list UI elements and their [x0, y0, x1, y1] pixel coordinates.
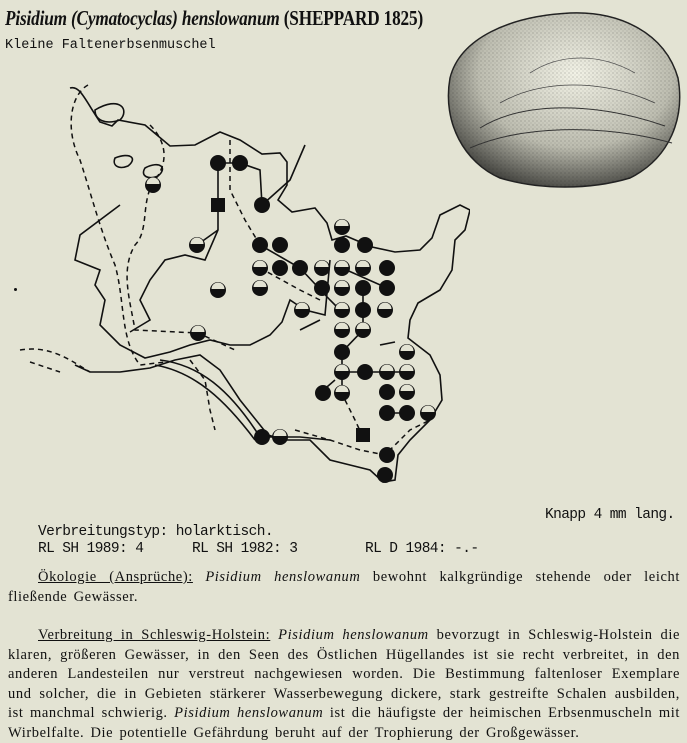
- full-circle-marker: [315, 385, 331, 401]
- full-circle-marker: [357, 364, 373, 380]
- half-circle-marker: [334, 302, 350, 318]
- full-circle-marker: [379, 384, 395, 400]
- half-circle-marker: [355, 322, 371, 338]
- distribution-species-1: Pisidium henslowanum: [278, 627, 429, 643]
- distribution-map: [0, 60, 470, 490]
- half-circle-marker: [334, 260, 350, 276]
- full-circle-marker: [272, 260, 288, 276]
- full-circle-marker: [379, 260, 395, 276]
- common-name: Kleine Faltenerbsenmuschel: [5, 38, 216, 53]
- half-circle-marker: [189, 237, 205, 253]
- distribution-type: Verbreitungstyp: holarktisch.: [38, 524, 273, 540]
- half-circle-marker: [210, 282, 226, 298]
- red-list-sh-1989: RL SH 1989: 4: [38, 541, 144, 557]
- distribution-text-2: ist die häufigste der heimischen Erbsenmuscheln mit Wirbelfalte. Die potentielle Gefährdung beruht auf der Trophierung der Großgewässer.: [8, 705, 680, 741]
- full-circle-marker: [272, 237, 288, 253]
- distribution-heading: Verbreitung in Schleswig-Holstein:: [38, 627, 271, 643]
- full-circle-marker: [210, 155, 226, 171]
- full-circle-marker: [232, 155, 248, 171]
- half-circle-marker: [272, 429, 288, 445]
- half-circle-marker: [399, 384, 415, 400]
- shell-illustration: [440, 8, 685, 193]
- half-circle-marker: [252, 260, 268, 276]
- square-marker: [211, 198, 225, 212]
- ecology-text: bewohnt kalkgründige stehende oder leicht fließende Gewässer.: [8, 569, 680, 605]
- red-list-sh-1982: RL SH 1982: 3: [192, 541, 298, 557]
- full-circle-marker: [379, 447, 395, 463]
- full-circle-marker: [252, 237, 268, 253]
- full-circle-marker: [254, 197, 270, 213]
- half-circle-marker: [334, 385, 350, 401]
- red-list-d-1984: RL D 1984: -.-: [365, 541, 479, 557]
- speck: [14, 288, 17, 291]
- full-circle-marker: [357, 237, 373, 253]
- full-circle-marker: [314, 280, 330, 296]
- half-circle-marker: [377, 302, 393, 318]
- coastline: [70, 88, 470, 482]
- full-circle-marker: [334, 237, 350, 253]
- full-circle-marker: [379, 280, 395, 296]
- half-circle-marker: [399, 344, 415, 360]
- half-circle-marker: [334, 219, 350, 235]
- half-circle-marker: [379, 364, 395, 380]
- page-title: [5, 6, 423, 31]
- half-circle-marker: [420, 405, 436, 421]
- full-circle-marker: [399, 405, 415, 421]
- half-circle-marker: [252, 280, 268, 296]
- half-circle-marker: [334, 364, 350, 380]
- full-circle-marker: [292, 260, 308, 276]
- species-name: Pisidium (Cymatocyclas) henslowanum: [5, 6, 280, 30]
- square-marker: [356, 428, 370, 442]
- half-circle-marker: [399, 364, 415, 380]
- distribution-species-2: Pisidium henslowanum: [174, 705, 324, 721]
- half-circle-marker: [355, 260, 371, 276]
- distribution-paragraph: [8, 626, 680, 743]
- species-author: (SHEPPARD 1825): [283, 6, 424, 30]
- occurrence-markers: [145, 155, 436, 483]
- size-note: Knapp 4 mm lang.: [545, 507, 675, 523]
- half-circle-marker: [145, 177, 161, 193]
- half-circle-marker: [314, 260, 330, 276]
- half-circle-marker: [190, 325, 206, 341]
- ecology-species: Pisidium henslowanum: [205, 569, 361, 585]
- distribution-text-1: bevorzugt in Schleswig-Holstein die klaren, größeren Gewässer, in den Seen des Östlichen Hügellandes ist sie recht verbreitet, in den anderen Landesteilen nur verstreut nachgewiesen worden. Die Bestimmung faltenloser Exemplare und solcher, die in Gebieten stärkerer Wasserbewegung dickere, stark gestreifte Schalen ausbilden, ist manchmal schwierig.: [8, 627, 680, 721]
- ecology-paragraph: [8, 568, 680, 607]
- full-circle-marker: [355, 280, 371, 296]
- ecology-heading: Ökologie (Ansprüche):: [38, 569, 193, 585]
- half-circle-marker: [334, 322, 350, 338]
- full-circle-marker: [334, 344, 350, 360]
- full-circle-marker: [254, 429, 270, 445]
- half-circle-marker: [334, 280, 350, 296]
- full-circle-marker: [377, 467, 393, 483]
- full-circle-marker: [379, 405, 395, 421]
- half-circle-marker: [294, 302, 310, 318]
- full-circle-marker: [355, 302, 371, 318]
